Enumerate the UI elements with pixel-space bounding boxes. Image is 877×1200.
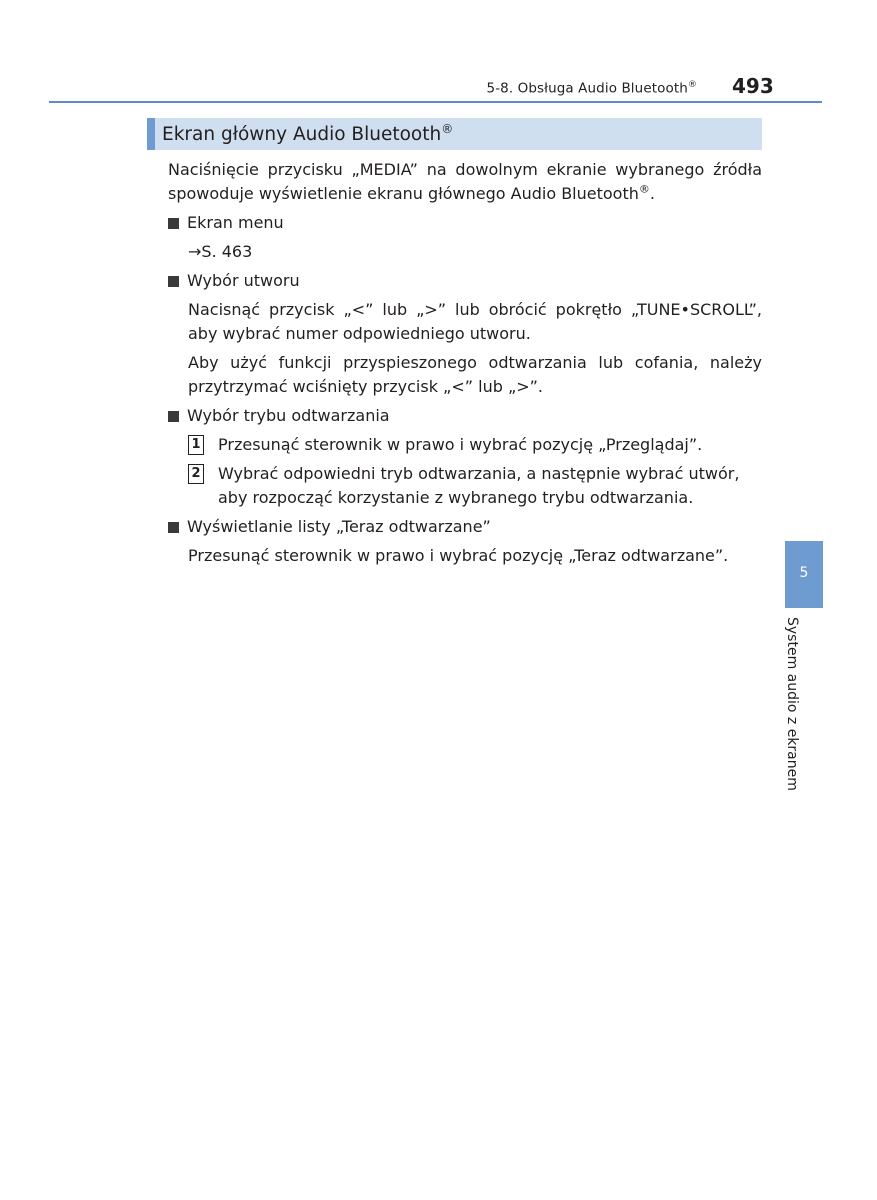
page-reference-link[interactable]: →S. 463 <box>188 242 253 261</box>
intro-text: Naciśnięcie przycisku „MEDIA” na dowolnym ekranie wybranego źródła spowoduje wyświetlenie ekranu głównego Audio Bluetooth <box>168 160 762 203</box>
item-body-mode <box>168 433 762 510</box>
item-heading-track-text: Wybór utworu <box>187 271 300 290</box>
intro-registered-mark: ® <box>638 182 650 196</box>
square-bullet-icon <box>168 411 179 422</box>
square-bullet-icon <box>168 218 179 229</box>
item-heading-menu-text: Ekran menu <box>187 213 284 232</box>
track-paragraph-2: Aby użyć funkcji przyspieszonego odtwarzania lub cofania, należy przytrzymać wciśnięty przycisk „<” lub „>”. <box>188 353 762 396</box>
step-number-badge: 2 <box>188 464 204 484</box>
header-divider <box>49 101 822 103</box>
item-heading-mode-text: Wybór trybu odtwarzania <box>187 406 390 425</box>
item-body-nowplaying <box>168 544 762 568</box>
item-heading-menu <box>168 211 762 235</box>
item-heading-nowplaying <box>168 515 762 539</box>
square-bullet-icon <box>168 276 179 287</box>
chapter-tab[interactable] <box>785 541 823 608</box>
step-number-badge: 1 <box>188 435 204 455</box>
step-2-text: Wybrać odpowiedni tryb odtwarzania, a następnie wybrać utwór, aby rozpocząć korzystanie z wybranego trybu odtwarzania. <box>218 464 740 507</box>
item-heading-track <box>168 269 762 293</box>
track-paragraph-1: Nacisnąć przycisk „<” lub „>” lub obrócić pokrętło „TUNE•SCROLL”, aby wybrać numer odpowiedniego utworu. <box>188 300 762 343</box>
intro-paragraph <box>168 158 762 206</box>
page-number: 493 <box>732 74 774 98</box>
running-header <box>487 80 698 97</box>
item-heading-nowplaying-text: Wyświetlanie listy „Teraz odtwarzane” <box>187 517 491 536</box>
nowplaying-paragraph: Przesunąć sterownik w prawo i wybrać pozycję „Teraz odtwarzane”. <box>188 546 729 565</box>
main-content <box>168 158 762 568</box>
step-1-text: Przesunąć sterownik w prawo i wybrać pozycję „Przeglądaj”. <box>218 435 703 454</box>
chapter-number: 5 <box>799 565 809 581</box>
section-registered-mark: ® <box>441 122 454 136</box>
square-bullet-icon <box>168 522 179 533</box>
step-2 <box>188 462 762 510</box>
section-title <box>162 122 453 145</box>
item-heading-mode <box>168 404 762 428</box>
item-body-track <box>168 298 762 399</box>
item-body-menu <box>168 240 762 264</box>
header-registered-mark: ® <box>687 80 697 90</box>
chapter-label: System audio z ekranem <box>784 617 800 791</box>
step-1 <box>188 433 762 457</box>
section-title-text: Ekran główny Audio Bluetooth <box>162 124 442 146</box>
section-accent <box>147 118 155 150</box>
section-title-bar <box>147 118 762 150</box>
header-section-title: 5-8. Obsługa Audio Bluetooth <box>486 80 688 97</box>
intro-period: . <box>649 184 655 203</box>
